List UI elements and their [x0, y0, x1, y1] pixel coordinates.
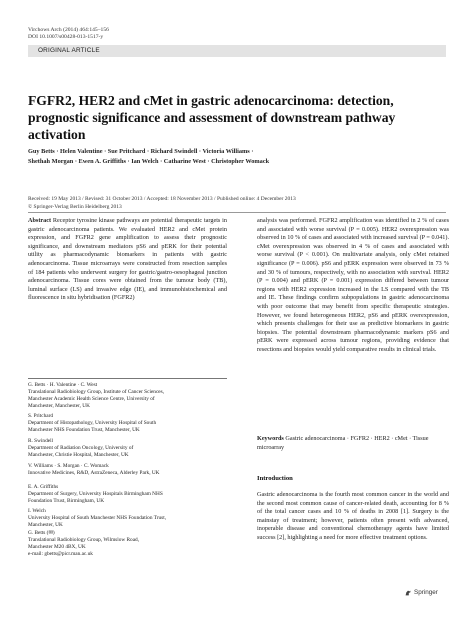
affiliation-authors: R. Swindell: [28, 438, 54, 444]
springer-horse-icon: [404, 589, 412, 597]
abstract-right-column: analysis was performed. FGFR2 amplification was identified in 2 % of cases and associated with worse survival (P = 0.005). HER2 overexpression was observed in 10 % of cases and associated with increased survival (P = 0.041). cMet overexpression was observed in 4 % of cases and associated with worse survival (P < 0.001). On multivariate analysis, only cMet retained significance (P = 0.006). pS6 and pERK expression were observed in 73 % and 30 % of tumours, respectively, with no association with survival. HER2 (P = 0.004) and pERK (P = 0.001) expression differed between tumour regions with HER2 expression increased in the LS compared with the TB and IE. These findings confirm subpopulations in gastric adenocarcinoma with poor outcome that may benefit from specific therapeutic strategies. However, we found heterogeneous HER2, pS6 and pERK overexpression, which presents challenges for their use as predictive biomarkers in gastric biopsies. The potential downstream pharmacodynamic markers pS6 and pERK were expressed across tumour regions, providing evidence that resections and biopsies would yield comparative results in clinical trials.: [257, 217, 449, 353]
affiliation-authors: G. Betts (✉): [28, 530, 55, 536]
affiliation-line: Manchester M20 4BX, UK: [28, 544, 86, 551]
affiliation-line: Translational Radiobiology Group, Wilmslow Road,: [28, 537, 140, 544]
affiliation-line: Department of Histopathology, University Hospital of South: [28, 420, 157, 427]
affiliation-line: Manchester, Manchester, UK: [28, 403, 90, 410]
keywords-label: Keywords: [257, 435, 286, 442]
authors-line-2: Shethah Morgan · Ewen A. Griffiths · Ian Welch · Catharine West · Christopher Womack: [28, 157, 270, 165]
affiliation-authors: G. Betts · H. Valentine · C. West: [28, 382, 98, 388]
article-title: FGFR2, HER2 and cMet in gastric adenocarcinoma: detection, prognostic significance and assessment of downstream pathway activation: [28, 93, 396, 142]
affiliation-block: [28, 484, 228, 505]
affiliation-line: Translational Radiobiology Group, Institute of Cancer Sciences,: [28, 389, 165, 396]
affiliation-authors: S. Pritchard: [28, 413, 54, 419]
affiliation-line: Manchester, UK: [28, 522, 63, 529]
received-dates: Received: 19 May 2013 / Revised: 31 October 2013 / Accepted: 18 November 2013 / Published online: 4 December 2013: [28, 196, 296, 202]
publisher-name: Springer: [414, 589, 438, 596]
affiliation-divider: [28, 378, 227, 379]
affiliation-authors: V. Williams · S. Morgan · C. Womack: [28, 463, 109, 469]
affiliation-line: Department of Surgery, University Hospitals Birmingham NHS: [28, 491, 163, 498]
section-band: [28, 45, 446, 57]
authors-line-1: Guy Betts · Helen Valentine · Sue Pritchard · Richard Swindell · Victoria Williams ·: [28, 148, 254, 155]
introduction-heading: Introduction: [257, 475, 293, 482]
affiliation-block: [28, 413, 228, 434]
affiliation-block: [28, 508, 228, 529]
affiliation-authors: E. A. Griffiths: [28, 484, 59, 490]
affiliation-line: e-mail: gbetts@picr.man.ac.uk: [28, 551, 93, 558]
publication-history: [28, 195, 458, 211]
abstract-label: Abstract: [28, 217, 53, 224]
copyright-line: © Springer-Verlag Berlin Heidelberg 2013: [28, 204, 122, 210]
affiliation-line: Manchester NHS Foundation Trust, Manchester, UK: [28, 427, 140, 434]
affiliation-block: [28, 530, 228, 558]
doi: DOI 10.1007/s00428-013-1517-y: [28, 34, 104, 40]
publisher-logo: [404, 588, 448, 597]
affiliation-block: [28, 463, 228, 477]
introduction-text: Gastric adenocarcinoma is the fourth most common cancer in the world and the second most common cause of cancer-related death, accounting for 8 % of the total cancer cases and 10 % of deaths in 2008 [1]. Surgery is the mainstay of treatment; however, patients often present with advanced, inoperable disease and conventional chemotherapy agents have limited success [2], highlighting a need for more effective treatment options.: [257, 491, 449, 541]
affiliation-line: University Hospital of South Manchester NHS Foundation Trust,: [28, 515, 167, 522]
affiliation-line: Manchester Academic Health Science Centre, University of: [28, 396, 155, 403]
affiliation-line: Innovative Medicines, R&D, AstraZeneca, Alderley Park, UK: [28, 470, 160, 477]
affiliation-line: Manchester, Christie Hospital, Manchester, UK: [28, 452, 129, 459]
keywords-text: Gastric adenocarcinoma · FGFR2 · HER2 · cMet · Tissue microarray: [257, 435, 429, 451]
section-label: ORIGINAL ARTICLE: [38, 47, 100, 54]
journal-citation: Virchows Arch (2014) 464:145–156: [28, 27, 109, 33]
abstract-text-left: Receptor tyrosine kinase pathways are potential therapeutic targets in gastric adenocarcinoma patients. We evaluated HER2 and cMet protein expression, and FGFR2 gene amplification to assess their prognostic significance, and downstream mediators pS6 and pERK for their potential utility as pharmacodynamic biomarkers in patients with gastric adenocarcinoma. Tissue microarrays were constructed from resection samples of 184 patients who underwent surgery for gastric/gastro-oesophageal junction adenocarcinoma. Tissue cores were obtained from the tumour body (TB), luminal surface (LS) and invasive edge (IE), and immunohistochemical and fluorescence in situ hybridisation (FGFR2): [28, 217, 227, 302]
affiliation-line: Department of Radiation Oncology, University of: [28, 445, 134, 452]
header-divider: [28, 212, 446, 213]
affiliation-line: Foundation Trust, Birmingham, UK: [28, 498, 105, 505]
affiliation-authors: I. Welch: [28, 508, 46, 514]
affiliation-block: [28, 438, 228, 459]
abstract-left-column: [28, 217, 227, 303]
keywords-block: [257, 435, 449, 452]
author-list: [28, 147, 448, 166]
affiliation-block: [28, 382, 228, 410]
